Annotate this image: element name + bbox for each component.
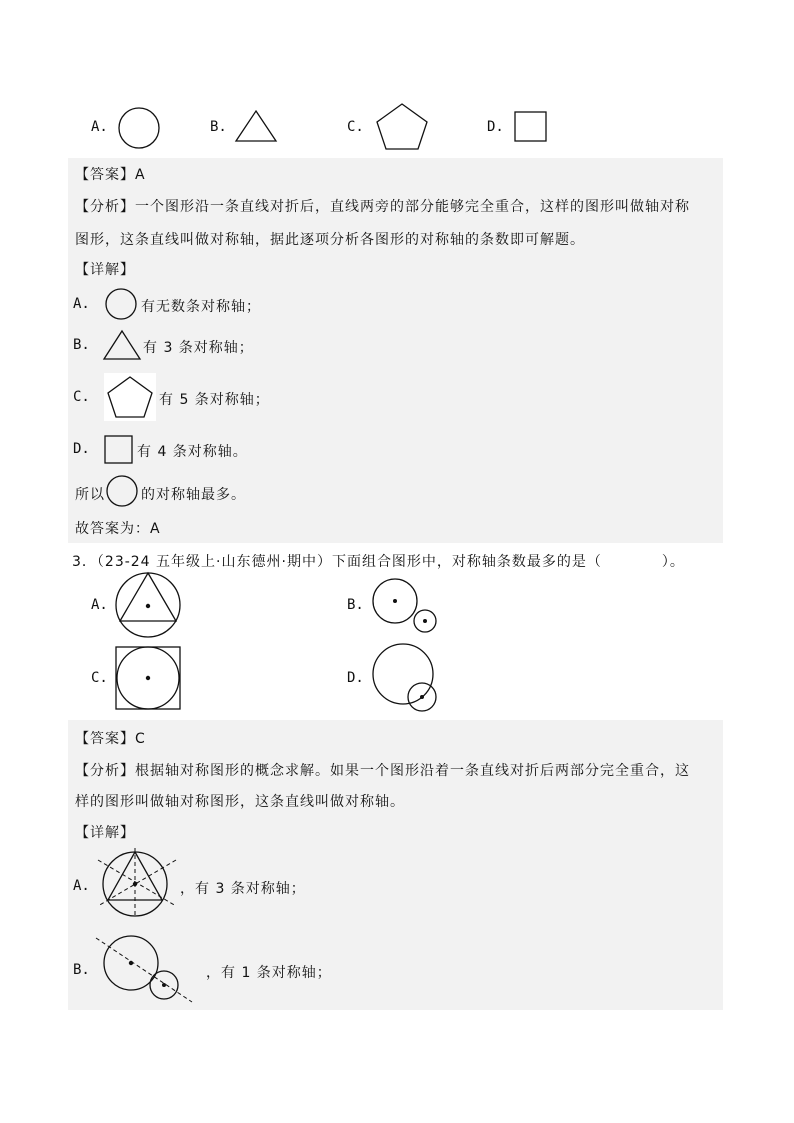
q3-detail-b-text: ，有 1 条对称轴； — [206, 965, 332, 981]
pentagon-icon — [106, 375, 154, 419]
q3-detail-b-label: B. — [73, 962, 90, 978]
pentagon-icon — [375, 103, 429, 151]
q3-analysis-line-2: 样的图形叫做轴对称图形，这条直线叫做对称轴。 — [75, 794, 405, 810]
circle-icon — [104, 475, 140, 507]
q2-option-a-label: A. — [91, 119, 108, 135]
circle-icon — [117, 106, 161, 150]
two-circles-figure — [370, 578, 440, 634]
q3-answer: 【答案】C — [75, 731, 146, 747]
circle-icon — [104, 288, 138, 320]
q2-option-c-label: C. — [347, 119, 364, 135]
q3-analysis-line-1: 【分析】根据轴对称图形的概念求解。如果一个图形沿着一条直线对折后两部分完全重合，这 — [75, 763, 690, 779]
q2-conclusion-suffix: 的对称轴最多。 — [141, 487, 246, 503]
q2-analysis-line-1: 【分析】一个图形沿一条直线对折后，直线两旁的部分能够完全重合，这样的图形叫做轴对称 — [75, 199, 690, 215]
q2-detail-d-text: 有 4 条对称轴。 — [137, 444, 248, 460]
square-icon — [104, 435, 134, 465]
q3-option-a-label: A. — [91, 597, 108, 613]
q2-detail-b-text: 有 3 条对称轴； — [143, 340, 254, 356]
q2-detail-c-label: C. — [73, 389, 90, 405]
q2-detail-title: 【详解】 — [75, 262, 135, 278]
q2-detail-b-label: B. — [73, 337, 90, 353]
two-circles-axis-figure — [94, 934, 194, 1004]
q3-detail-a-text: ，有 3 条对称轴； — [180, 881, 306, 897]
triangle-icon — [102, 330, 142, 360]
q3-option-d-label: D. — [347, 670, 364, 686]
q2-detail-c-text: 有 5 条对称轴； — [159, 392, 270, 408]
q2-detail-d-label: D. — [73, 441, 90, 457]
q3-detail-a-label: A. — [73, 878, 90, 894]
q2-conclusion-prefix: 所以 — [75, 487, 105, 503]
square-circle-figure — [114, 646, 182, 710]
overlapping-circles-figure — [370, 643, 440, 713]
circle-triangle-axes-figure — [94, 848, 180, 918]
q2-detail-a-text: 有无数条对称轴； — [141, 299, 261, 315]
square-icon — [514, 111, 548, 143]
q2-option-d-label: D. — [487, 119, 504, 135]
q3-question: 3．（23-24 五年级上·山东德州·期中）下面组合图形中，对称轴条数最多的是（ ）。 — [72, 554, 685, 570]
circle-triangle-figure — [114, 571, 184, 641]
triangle-icon — [234, 110, 278, 142]
q2-final-answer: 故答案为：A — [75, 521, 161, 537]
q3-detail-title: 【详解】 — [75, 825, 135, 841]
q2-detail-a-label: A. — [73, 296, 90, 312]
q3-option-c-label: C. — [91, 670, 108, 686]
q2-analysis-line-2: 图形，这条直线叫做对称轴，据此逐项分析各图形的对称轴的条数即可解题。 — [75, 232, 585, 248]
q2-option-b-label: B. — [210, 119, 227, 135]
q2-answer: 【答案】A — [75, 167, 146, 183]
q3-option-b-label: B. — [347, 597, 364, 613]
